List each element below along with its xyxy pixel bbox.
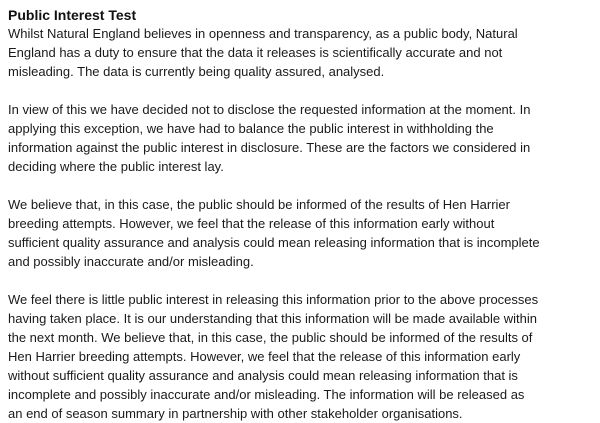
- paragraph-line: We feel there is little public interest in releasing this information prior to the above processes: [8, 292, 539, 307]
- paragraph-line: an end of season summary in partnership with other stakeholder organisations.: [8, 406, 463, 421]
- paragraph-line: Hen Harrier breeding attempts. However, we feel that the release of this information early: [8, 349, 521, 364]
- paragraph-line: having taken place. It is our understanding that this information will be made available within: [8, 311, 537, 326]
- paragraph-2: [8, 100, 598, 176]
- paragraph-line: and possibly inaccurate and/or misleading.: [8, 254, 254, 269]
- paragraph-4: [8, 290, 598, 423]
- paragraph-line: applying this exception, we have had to balance the public interest in withholding the: [8, 121, 494, 136]
- paragraph-line: information against the public interest in disclosure. These are the factors we considered in: [8, 140, 531, 155]
- paragraph-line: incomplete and possibly inaccurate and/or misleading. The information will be released as: [8, 387, 525, 402]
- paragraph-line: In view of this we have decided not to disclose the requested information at the moment. In: [8, 102, 531, 117]
- paragraph-line: sufficient quality assurance and analysis could mean releasing information that is incomplete: [8, 235, 540, 250]
- paragraph-line: without sufficient quality assurance and analysis could mean releasing information that is: [8, 368, 518, 383]
- paragraph-line: misleading. The data is currently being quality assured, analysed.: [8, 64, 385, 79]
- paragraph-line: We believe that, in this case, the public should be informed of the results of Hen Harrier: [8, 197, 510, 212]
- paragraph-3: [8, 195, 598, 271]
- paragraph-line: the next month. We believe that, in this case, the public should be informed of the results of: [8, 330, 533, 345]
- section-heading: Public Interest Test: [8, 7, 137, 23]
- paragraph-1: [8, 24, 598, 81]
- paragraph-line: Whilst Natural England believes in openness and transparency, as a public body, Natural: [8, 26, 518, 41]
- document: [8, 7, 598, 423]
- paragraph-line: England has a duty to ensure that the data it releases is scientifically accurate and not: [8, 45, 503, 60]
- paragraph-line: breeding attempts. However, we feel that the release of this information early without: [8, 216, 495, 231]
- paragraph-line: deciding where the public interest lay.: [8, 159, 224, 174]
